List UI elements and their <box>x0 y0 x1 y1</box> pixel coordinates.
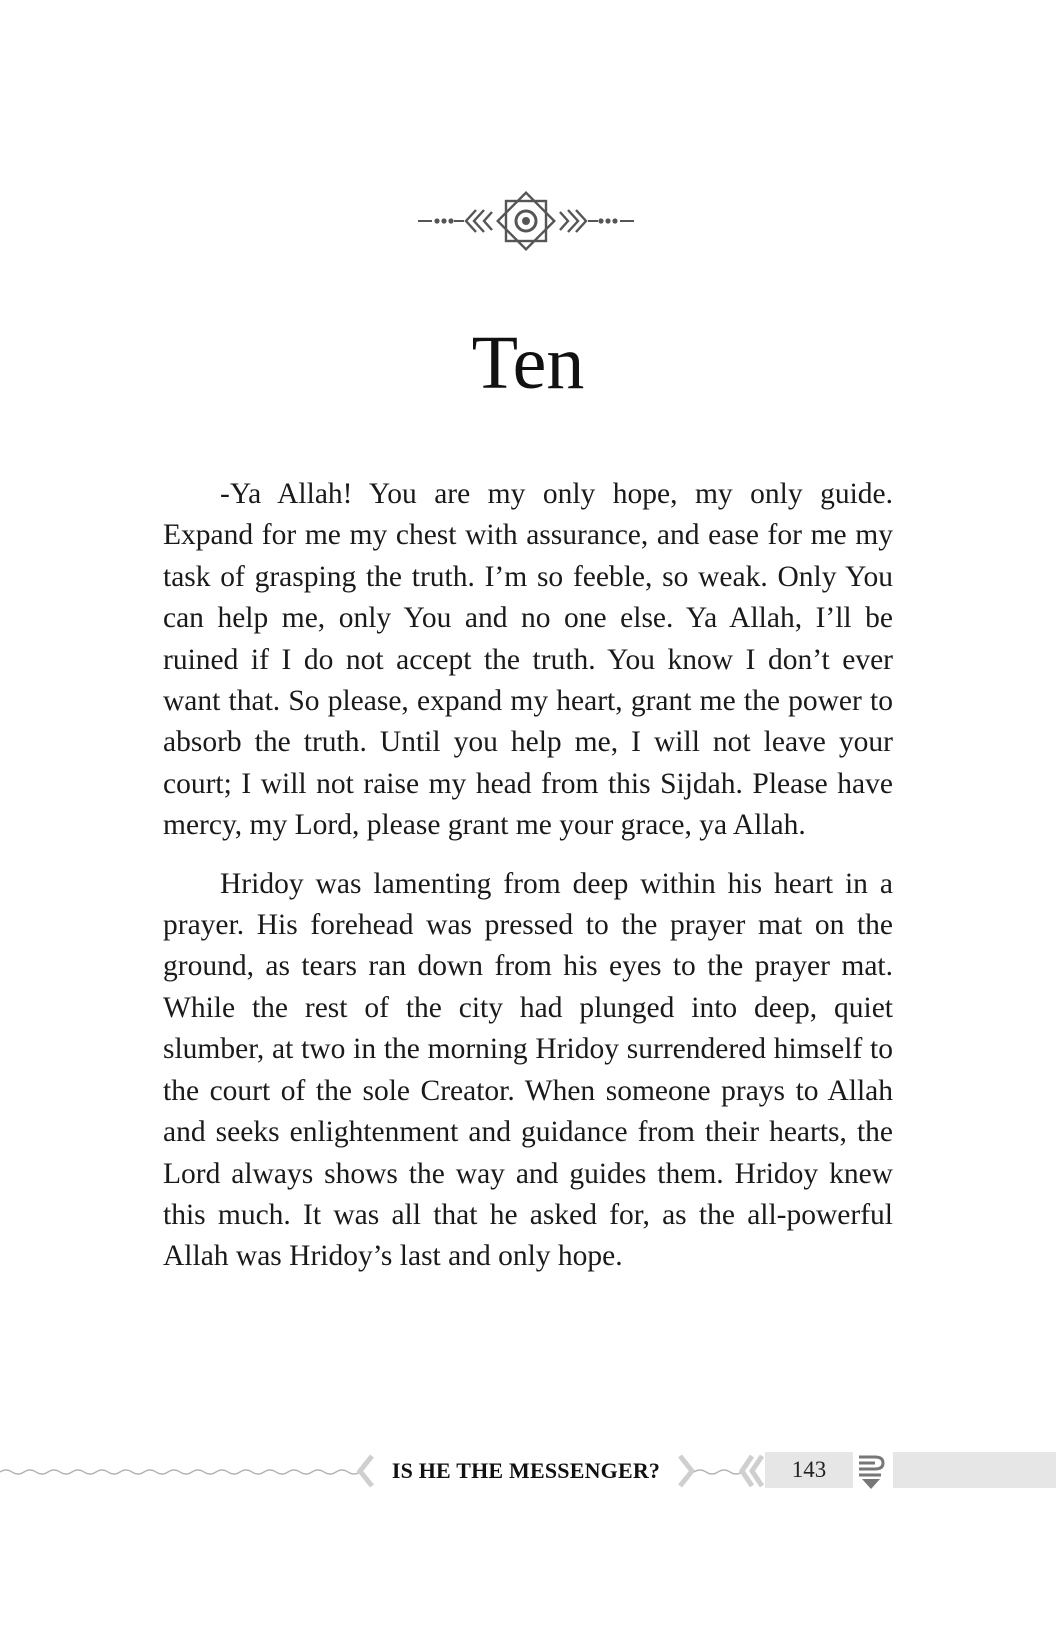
chapter-body <box>163 474 893 1295</box>
body-paragraph-prayer: -Ya Allah! You are my only hope, my only guide. Expand for me my chest with assurance, and ease for me my task of grasping the truth. I’m so feeble, so weak. Only You can help me, only You and no one else. Ya Allah, I’ll be ruined if I do not accept the truth. You know I don’t ever want that. So please, expand my heart, grant me the power to absorb the truth. Until you help me, I will not leave your court; I will not raise my head from this Sijdah. Please have mercy, my Lord, please grant me your grace, ya Allah. <box>163 478 893 842</box>
running-book-title: IS HE THE MESSENGER? <box>391 1458 661 1483</box>
page-continue-arrow-icon <box>855 1450 887 1492</box>
star-flourish-ornament-icon <box>418 188 634 254</box>
body-paragraph-narration: Hridoy was lamenting from deep within his heart in a prayer. His forehead was pressed to the prayer mat on the ground, as tears ran down from his eyes to the prayer mat. While the rest of the city had plunged into deep, quiet slumber, at two in the morning Hridoy surrendered himself to the court of the sole Creator. When someone prays to Allah and seeks enlightenment and guidance from their hearts, the Lord always shows the way and guides them. Hridoy knew this much. It was all that he asked for, as the all-powerful Allah was Hridoy’s last and only hope. <box>163 867 893 1273</box>
page-number: 143 <box>765 1452 853 1488</box>
chapter-title: Ten <box>471 321 585 405</box>
page-footer <box>0 1450 1056 1492</box>
footer-gray-strip <box>893 1452 1056 1488</box>
